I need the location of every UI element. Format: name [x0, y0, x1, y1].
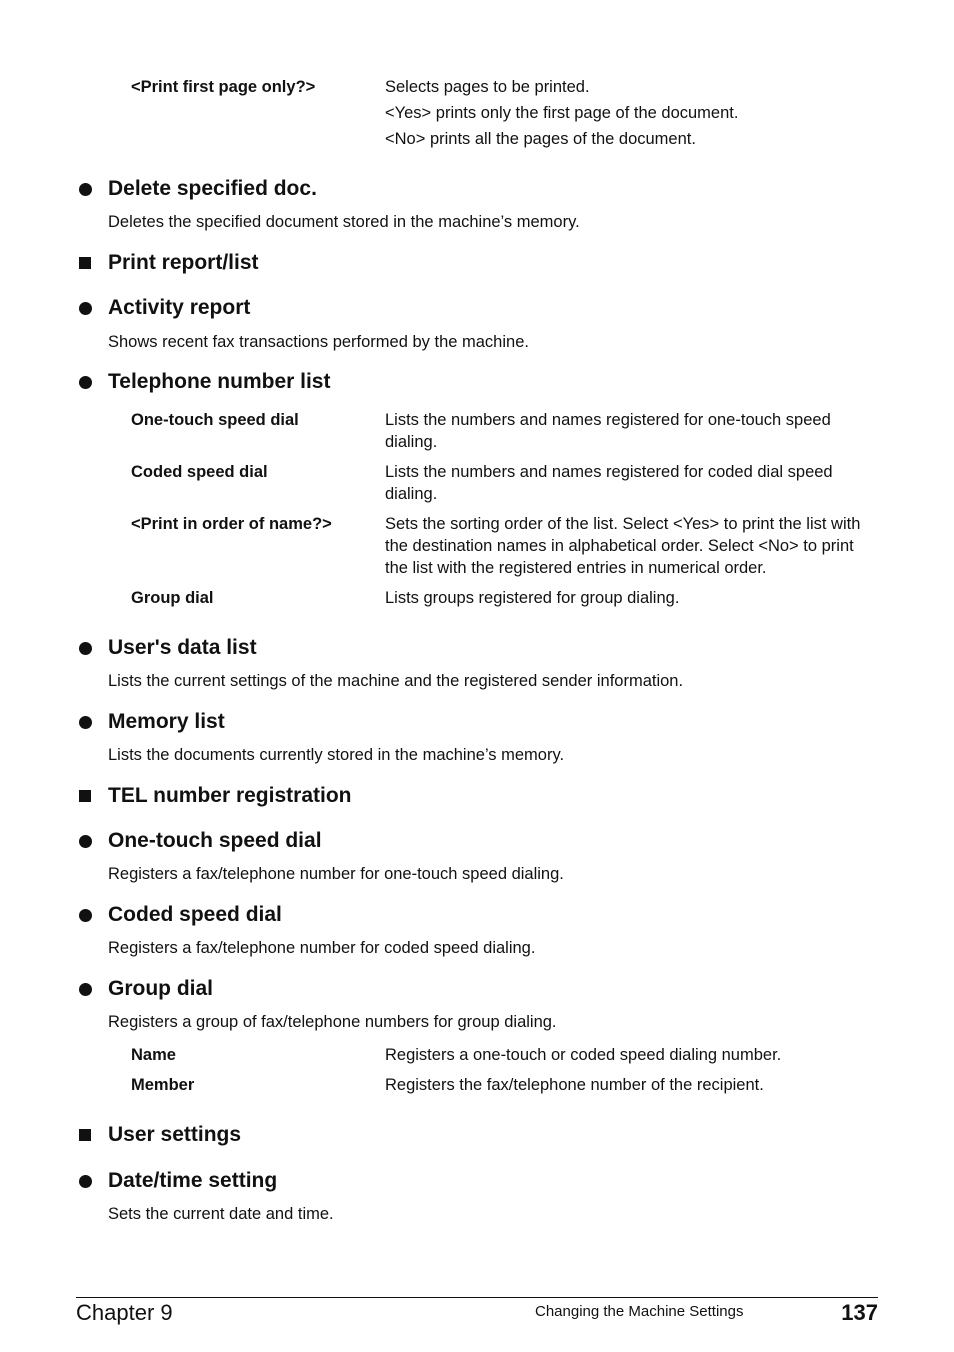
footer-chapter: Chapter 9 — [76, 1300, 173, 1325]
definition-term: Member — [131, 1076, 195, 1094]
circle-bullet-icon — [79, 716, 92, 729]
description-line: <No> prints all the pages of the document. — [385, 130, 696, 148]
circle-bullet-icon — [79, 835, 92, 848]
section-description: Registers a fax/telephone number for coded speed dialing. — [108, 939, 536, 957]
section-heading: Delete specified doc. — [108, 177, 317, 200]
definition-term: Group dial — [131, 589, 214, 607]
circle-bullet-icon — [79, 302, 92, 315]
circle-bullet-icon — [79, 1175, 92, 1188]
description-line: <Yes> prints only the first page of the document. — [385, 104, 739, 122]
chapter-heading: TEL number registration — [108, 784, 352, 807]
chapter-heading: User settings — [108, 1123, 242, 1146]
section-heading: User's data list — [108, 636, 257, 659]
section-heading: Group dial — [108, 977, 213, 1000]
page-number: 137 — [841, 1300, 878, 1325]
section-description: Deletes the specified document stored in the machine’s memory. — [108, 213, 580, 231]
definition-term: <Print first page only?> — [131, 78, 316, 96]
description-line: Selects pages to be printed. — [385, 78, 590, 96]
footer-divider — [76, 1297, 878, 1298]
section-heading: One-touch speed dial — [108, 829, 322, 852]
definition-term: Name — [131, 1046, 176, 1064]
section-description: Lists the documents currently stored in the machine’s memory. — [108, 746, 565, 764]
definition-description: Registers the fax/telephone number of the recipient. — [385, 1076, 764, 1094]
circle-bullet-icon — [79, 183, 92, 196]
definition-description: Lists the numbers and names registered for coded dial speed dialing. — [385, 463, 833, 503]
circle-bullet-icon — [79, 642, 92, 655]
circle-bullet-icon — [79, 909, 92, 922]
definition-term: One-touch speed dial — [131, 411, 299, 429]
section-heading: Telephone number list — [108, 370, 331, 393]
definition-description: Registers a one-touch or coded speed dialing number. — [385, 1046, 782, 1064]
square-bullet-icon — [79, 790, 91, 802]
section-description: Sets the current date and time. — [108, 1205, 334, 1223]
section-description: Registers a group of fax/telephone numbers for group dialing. — [108, 1013, 557, 1031]
definition-term: <Print in order of name?> — [131, 515, 332, 533]
definition-description — [385, 76, 880, 150]
definition-description: Sets the sorting order of the list. Select <Yes> to print the list with the destination names in alphabetical order. Select <No> to print the list with the registered entries in numerical order. — [385, 515, 861, 577]
chapter-heading: Print report/list — [108, 251, 259, 274]
definition-term: Coded speed dial — [131, 463, 268, 481]
square-bullet-icon — [79, 257, 91, 269]
section-description: Shows recent fax transactions performed by the machine. — [108, 333, 529, 351]
definition-description: Lists the numbers and names registered for one-touch speed dialing. — [385, 411, 831, 451]
section-description: Registers a fax/telephone number for one-touch speed dialing. — [108, 865, 564, 883]
footer-section-title: Changing the Machine Settings — [535, 1303, 744, 1320]
section-heading: Activity report — [108, 296, 251, 319]
circle-bullet-icon — [79, 376, 92, 389]
square-bullet-icon — [79, 1129, 91, 1141]
section-description: Lists the current settings of the machine and the registered sender information. — [108, 672, 684, 690]
section-heading: Memory list — [108, 710, 225, 733]
section-heading: Date/time setting — [108, 1169, 278, 1192]
circle-bullet-icon — [79, 983, 92, 996]
section-heading: Coded speed dial — [108, 903, 282, 926]
definition-description: Lists groups registered for group dialing. — [385, 589, 680, 607]
